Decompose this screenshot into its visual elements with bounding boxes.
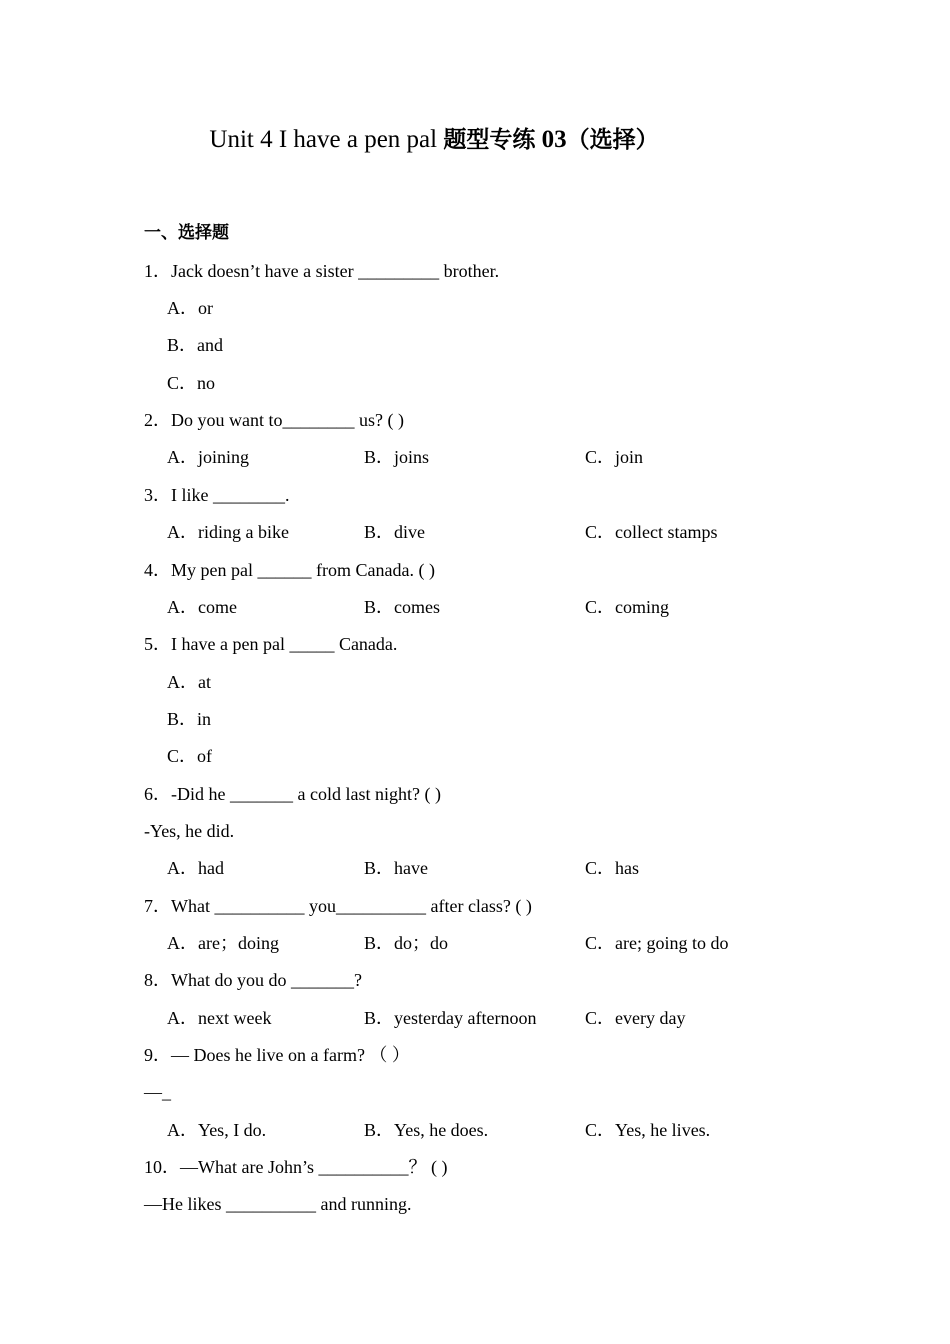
option-c: C．no bbox=[167, 373, 216, 393]
question-stem: 3．I like ________. bbox=[144, 485, 290, 505]
option-a: A．or bbox=[167, 298, 213, 318]
title-cn: 题型专练 bbox=[443, 127, 536, 153]
option-a: A．had bbox=[167, 858, 224, 878]
title-paren: （选择） bbox=[566, 127, 659, 153]
question-stem: 4．My pen pal ______ from Canada. ( ) bbox=[144, 560, 435, 580]
question-stem: 5．I have a pen pal _____ Canada. bbox=[144, 634, 398, 654]
question-stem: 1．Jack doesn’t have a sister _________ brother. bbox=[144, 261, 500, 281]
option-c: C．has bbox=[585, 858, 639, 878]
option-a: A．riding a bike bbox=[167, 522, 289, 542]
option-c: C．every day bbox=[585, 1008, 686, 1028]
question-stem: 2．Do you want to________ us? ( ) bbox=[144, 410, 404, 430]
option-b: B．joins bbox=[364, 447, 430, 467]
option-c: C．of bbox=[167, 746, 212, 766]
option-a: A．next week bbox=[167, 1008, 272, 1028]
title-main: Unit 4 I have a pen pal bbox=[209, 126, 444, 153]
option-a: A．are；doing bbox=[167, 933, 279, 953]
option-c: C．join bbox=[585, 447, 644, 467]
option-c: C．collect stamps bbox=[585, 522, 718, 542]
option-b: B．in bbox=[167, 709, 212, 729]
option-b: B．yesterday afternoon bbox=[364, 1008, 537, 1028]
option-b: B．and bbox=[167, 335, 223, 355]
question-stem: 10．—What are John’s __________？ ( ) bbox=[144, 1157, 448, 1177]
option-b: B．do；do bbox=[364, 933, 449, 953]
page-title bbox=[0, 122, 868, 158]
title-num: 03 bbox=[535, 126, 567, 153]
section-heading: 一、选择题 bbox=[144, 223, 229, 243]
answer-line: -Yes, he did. bbox=[144, 821, 235, 841]
option-b: B．have bbox=[364, 858, 428, 878]
option-c: C．coming bbox=[585, 597, 669, 617]
option-b: B．dive bbox=[364, 522, 425, 542]
option-a: A．come bbox=[167, 597, 237, 617]
option-b: B．comes bbox=[364, 597, 440, 617]
option-a: A．joining bbox=[167, 447, 250, 467]
answer-line: —He likes __________ and running. bbox=[144, 1194, 412, 1214]
option-a: A．at bbox=[167, 672, 211, 692]
option-c: C．are; going to do bbox=[585, 933, 729, 953]
option-b: B．Yes, he does. bbox=[364, 1120, 489, 1140]
question-stem: 6．-Did he _______ a cold last night? ( ) bbox=[144, 784, 441, 804]
option-c: C．Yes, he lives. bbox=[585, 1120, 711, 1140]
option-a: A．Yes, I do. bbox=[167, 1120, 267, 1140]
question-stem: 9．— Does he live on a farm? （ ） bbox=[144, 1045, 410, 1065]
answer-line: —_ bbox=[144, 1082, 171, 1102]
question-stem: 8．What do you do _______? bbox=[144, 970, 362, 990]
question-stem: 7．What __________ you__________ after class? ( ) bbox=[144, 896, 532, 916]
